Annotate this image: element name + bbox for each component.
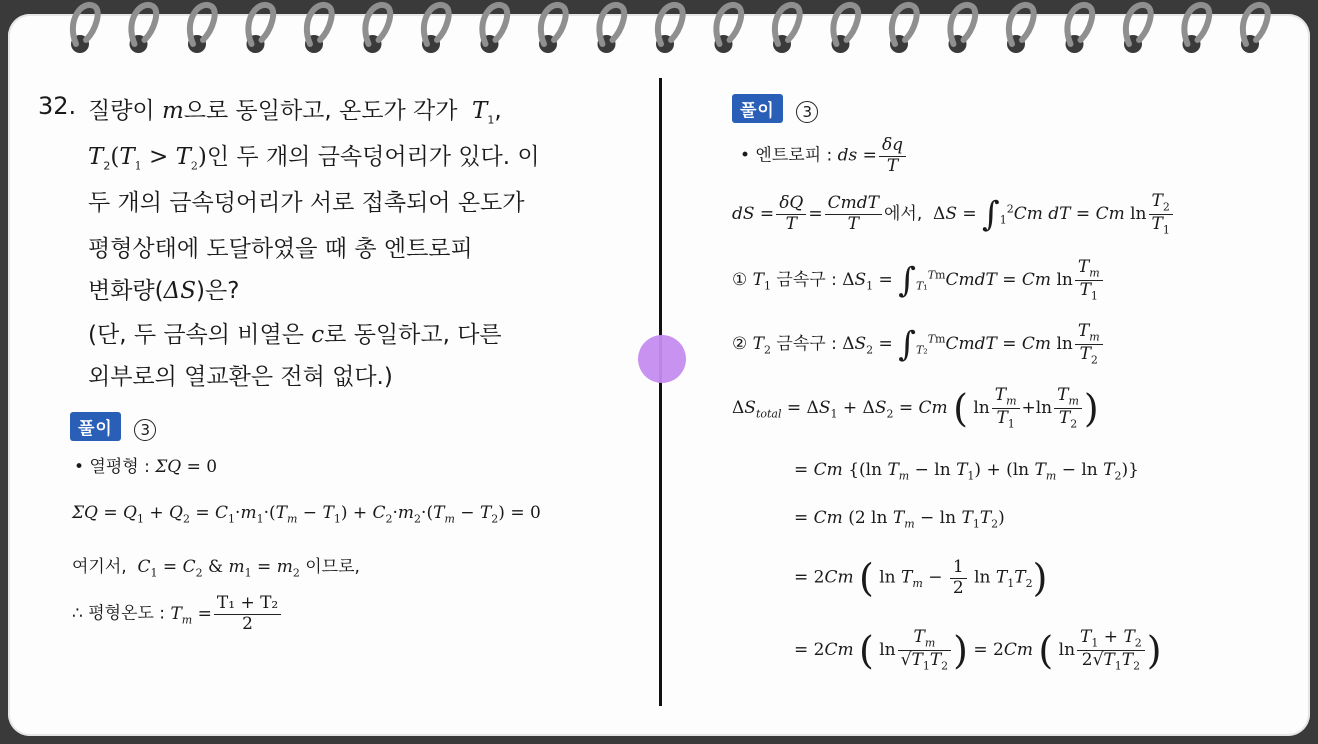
right-solution-header [732, 94, 818, 123]
answer-mark: 3 [134, 419, 156, 441]
spiral-ring [656, 5, 683, 53]
question-number: 32. [38, 92, 77, 120]
heat-balance-equation: $\Sigma Q = Q_1 + Q_2 = C_1\cdot m_1\cdot(T_m - T_1) + C_2\cdot m_2\cdot(T_m - T_2) = 0$ [72, 503, 541, 526]
entropy-label: • 엔트로피 : [740, 145, 833, 166]
solution-badge-right: 풀이 [732, 94, 783, 123]
spiral-ring [305, 5, 332, 53]
entropy-definition: • 엔트로피 : ds = $\frac{\delta q}{T}$ [740, 136, 908, 176]
spiral-ring [1241, 5, 1268, 53]
entropy-integral-line: dS = $\frac{\delta Q}{T}$ = CmdT T 에서, $\Delta S = \int_1^2Cm$ dT = Cm ln $\frac{T_2}{T_1}$ [732, 192, 1175, 237]
condition-prefix: 여기서, [72, 557, 127, 577]
spiral-ring [949, 5, 976, 53]
spiral-ring [71, 5, 98, 53]
final-result-line: = 2Cm ( ln $\frac{T_m}{√T_1T_2}$ ) = 2Cm ( ln $\frac{T_1 + T_2}{2√T_1T_2}$ ) [794, 627, 1162, 673]
spiral-ring [832, 5, 859, 53]
column-divider [659, 78, 662, 706]
spiral-ring [247, 5, 274, 53]
question-line-1: 질량이 m으로 동일하고, 온도가 각가 $T_1$, [88, 98, 502, 127]
spiral-ring [539, 5, 566, 53]
ds-total-line: $\Delta S_{total} = \Delta S_1 + \Delta S_2 = Cm$ ( ln $\frac{T_m}{T_1}$ +ln $\frac{T_m}{T_2}$ ) [732, 385, 1099, 431]
ds2-line: ② $T_2$ 금속구 : $\Delta S_2$ = $\int_{T_2}^{Tm}CmdT = Cm$ ln $\frac{T_m}{T_2}$ [732, 322, 1105, 367]
equilibrium-temperature: ∴ 평형온도 : $T_m$ = $\frac{\text{T₁ + T₂}}{2}$ [72, 594, 283, 634]
thermal-equilibrium-bullet: • 열평형 : ΣQ = 0 [74, 457, 218, 477]
spiral-ring [773, 5, 800, 53]
spiral-ring [481, 5, 508, 53]
expand-line-1: = Cm {(ln $T_m - \ln T_1) + (\ln$ $T_m - \ln T_2$)} [794, 460, 1139, 483]
spiral-ring [1124, 5, 1151, 53]
question-line-3: 두 개의 금속덩어리가 서로 접촉되어 온도가 [88, 190, 525, 216]
spiral-ring [1007, 5, 1034, 53]
condition-suffix: 이므로, [305, 557, 360, 577]
pointer-cursor [638, 335, 686, 383]
spiral-ring [715, 5, 742, 53]
tm-fraction [214, 594, 281, 634]
spiral-ring [1066, 5, 1093, 53]
spiral-ring [598, 5, 625, 53]
tm-denominator: 2 [242, 613, 253, 634]
spiral-binding [0, 0, 1318, 60]
spiral-ring [1183, 5, 1210, 53]
spiral-ring [188, 5, 215, 53]
question-line-4: 평형상태에 도달하였을 때 총 엔트로피 [88, 236, 473, 262]
ds1-line: ① $T_1$ 금속구 : $\Delta S_1$ = $\int_{T_1}^{Tm}CmdT = Cm$ ln $\frac{T_m}{T_1}$ [732, 258, 1105, 303]
condition-line: 여기서, $C_1 = C_2$ & $m_1 = m_2$ 이므로, [72, 557, 360, 580]
spiral-ring [890, 5, 917, 53]
question-line-2: $T_2(T_1 > T_2)$인 두 개의 금속덩어리가 있다. 이 [88, 144, 540, 173]
spiral-ring [422, 5, 449, 53]
meseo-text: 에서, [883, 204, 923, 225]
spiral-ring [130, 5, 157, 53]
expand-line-2: = Cm (2 $\ln T_m - \ln T_1T_2$) [794, 508, 1005, 531]
spiral-ring [364, 5, 391, 53]
expand-line-3: = 2Cm ( $\ln T_m$ − $\frac{1}{2}$ $\ln T_1T_2$) [794, 556, 1048, 601]
tm-numerator: T₁ + T₂ [214, 594, 281, 615]
question-line-6: (단, 두 금속의 비열은 c로 동일하고, 다른 [88, 322, 502, 348]
solution-badge: 풀이 [70, 412, 121, 441]
equilibrium-label: ∴ 평형온도 : [72, 603, 166, 624]
question-line-5: 변화량(ΔS)은? [88, 278, 240, 304]
question-line-7: 외부로의 열교환은 전혀 없다.) [88, 364, 393, 390]
left-solution-header [70, 412, 156, 441]
answer-mark-right: 3 [796, 101, 818, 123]
